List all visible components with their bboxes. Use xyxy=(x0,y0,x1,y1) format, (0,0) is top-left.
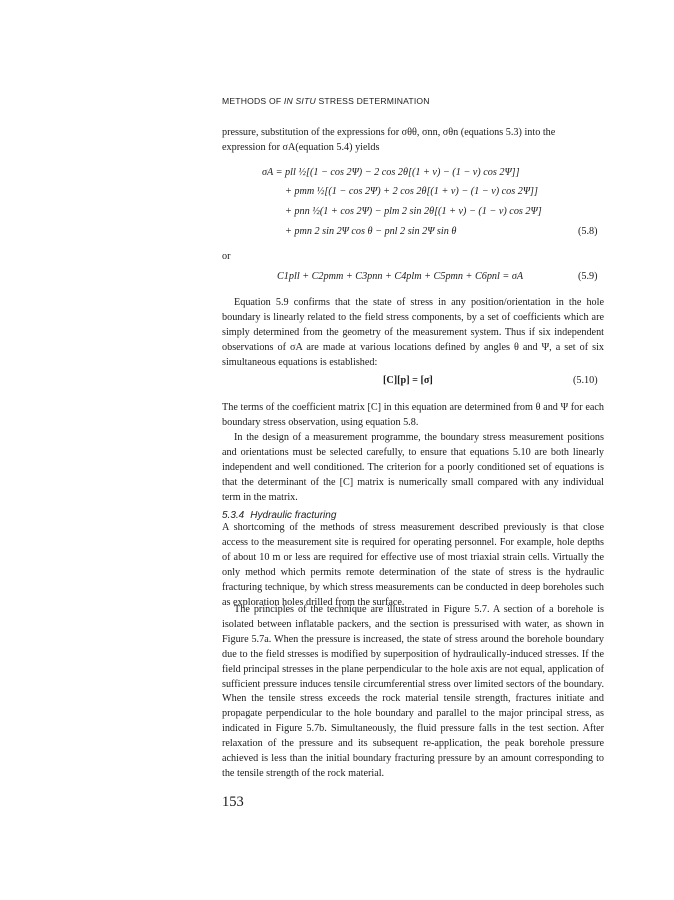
running-head: METHODS OF IN SITU STRESS DETERMINATION xyxy=(222,96,430,106)
paragraph-1: Equation 5.9 confirms that the state of stress in any position/orientation in the hole boundary is linearly related to the field stress components, by a set of coefficients which are simply determined from the geometry of the measurement system. Thus if six independent observations of σA are made at various locations defined by angles θ and Ψ, a set of six simultaneous equations is established: xyxy=(222,297,604,368)
page-number: 153 xyxy=(222,794,244,810)
equation-5-10-number: (5.10) xyxy=(573,375,598,386)
intro-line-2: expression for σA(equation 5.4) yields xyxy=(222,142,380,153)
paragraph-3: In the design of a measurement programme, the boundary stress measurement positions and orientations must be selected carefully, to ensure that equations 5.10 are both linearly independent and well conditioned. The criterion for a poorly conditioned set of equations is that the determinant of the [C] matrix is numerically small compared with any individual term in the matrix. xyxy=(222,432,604,503)
equation-5-10: [C][p] = [σ] xyxy=(383,375,433,386)
equation-5-9-number: (5.9) xyxy=(578,271,598,282)
equation-5-8-line-2: + pmm ½[(1 − cos 2Ψ) + 2 cos 2θ[(1 + ν) − (1 − ν) cos 2Ψ]] xyxy=(285,186,538,197)
equation-5-8-line-3: + pnn ½(1 + cos 2Ψ) − plm 2 sin 2θ[(1 + ν) − (1 − ν) cos 2Ψ] xyxy=(285,206,542,217)
equation-5-8-line-1: σA = pll ½[(1 − cos 2Ψ) − 2 cos 2θ[(1 + ν) − (1 − ν) cos 2Ψ]] xyxy=(262,167,520,178)
paragraph-5: The principles of the technique are illustrated in Figure 5.7. A section of a borehole is isolated between inflatable packers, and the section is pressurised with water, as shown in Figure 5.7a. When the pressure is increased, the state of stress around the borehole boundary due to the field stresses is modified by superposition of hydraulically-induced stresses. If the field principal stresses in the plane perpendicular to the hole axis are not equal, application of sufficient pressure induces tensile circumferential stress over limited sectors of the boundary. When the tensile stress exceeds the rock material tensile strength, fractures initiate and propagate perpendicular to the hole boundary and parallel to the major principal stress, as indicated in Figure 5.7b. Simultaneously, the fluid pressure falls in the test section. After relaxation of the pressure and its subsequent re-application, the peak borehole pressure achieved is less than the initial boundary fracturing pressure by an amount corresponding to the tensile strength of the rock material. xyxy=(222,604,604,779)
section-heading xyxy=(222,510,336,521)
intro-line-1: pressure, substitution of the expressions for σθθ, σnn, σθn (equations 5.3) into the xyxy=(222,127,556,138)
equation-5-9: C1pll + C2pmm + C3pnn + C4plm + C5pmn + C6pnl = σA xyxy=(277,271,524,282)
paragraph-4: A shortcoming of the methods of stress measurement described previously is that close access to the measurement site is required for operating personnel. For example, hole depths of about 10 m or less are required for effective use of most triaxial strain cells. Virtually the only method which permits remote determination of the state of stress is the hydraulic fracturing technique, by which stress measurements can be conducted in deep boreholes such as exploration holes drilled from the surface. xyxy=(222,522,604,608)
section-title: Hydraulic fracturing xyxy=(250,510,337,521)
equation-5-8-number: (5.8) xyxy=(578,226,598,237)
or-text: or xyxy=(222,251,231,262)
section-number: 5.3.4 xyxy=(222,510,245,521)
equation-5-8-line-4: + pmn 2 sin 2Ψ cos θ − pnl 2 sin 2Ψ sin θ xyxy=(285,226,457,237)
paragraph-2: The terms of the coefficient matrix [C] in this equation are determined from θ and Ψ for each boundary stress observation, using equation 5.8. xyxy=(222,402,604,428)
